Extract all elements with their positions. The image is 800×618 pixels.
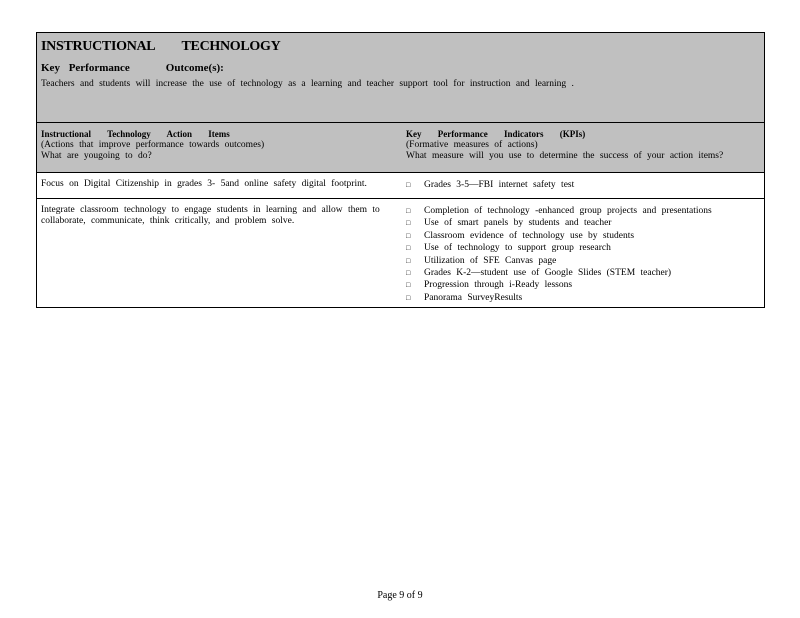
- column-header-row: [37, 123, 764, 173]
- checkbox-bullet-icon: □: [406, 181, 411, 189]
- kpo-label-left: Key Performance: [41, 62, 130, 74]
- list-item: [406, 292, 764, 304]
- checkbox-bullet-icon: □: [406, 293, 411, 302]
- kpi-list: [406, 179, 764, 191]
- list-item: [406, 279, 764, 291]
- checkbox-bullet-icon: □: [406, 207, 411, 215]
- kpi-text: Panorama SurveyResults: [424, 292, 523, 303]
- list-item: [406, 255, 764, 267]
- action-items-subheading: (Actions that improve performance towards outcomes): [41, 140, 265, 150]
- checkbox-bullet-icon: □: [406, 244, 411, 253]
- kpi-text: Completion of technology -enhanced group projects and presentations: [424, 206, 712, 216]
- kpi-question: What measure will you use to determine the success of your action items?: [406, 151, 724, 161]
- kpo-label-right: Outcome(s):: [165, 62, 224, 74]
- list-item: [406, 242, 764, 254]
- section-title: INSTRUCTIONAL TECHNOLOGY: [41, 39, 281, 54]
- kpi-text: Use of smart panels by students and teacher: [424, 218, 612, 229]
- kpi-subheading: (Formative measures of actions): [406, 140, 538, 150]
- kpi-text: Utilization of SFE Canvas page: [424, 255, 557, 266]
- kpi-heading: Key Performance Indicators (KPIs): [406, 129, 586, 139]
- kpi-column-header: [402, 129, 764, 172]
- kpi-cell: [402, 179, 764, 198]
- kpi-text: Progression through i-Ready lessons: [424, 280, 573, 291]
- action-items-heading: Instructional Technology Action Items: [41, 129, 230, 139]
- checkbox-bullet-icon: □: [406, 281, 411, 290]
- action-item-cell: Focus on Digital Citizenship in grades 3- 5and online safety digital footprint.: [41, 179, 367, 189]
- checkbox-bullet-icon: □: [406, 231, 411, 240]
- kpi-text: Grades K-2—student use of Google Slides (STEM teacher): [424, 268, 672, 279]
- key-performance-outcome-label: [41, 61, 760, 75]
- page-number: Page 9 of 9: [377, 590, 423, 601]
- action-items-column-header: [37, 129, 402, 172]
- checkbox-bullet-icon: □: [406, 219, 411, 228]
- kpi-text: Grades 3-5—FBI internet safety test: [424, 180, 575, 190]
- list-item: [406, 205, 764, 217]
- list-item: [406, 230, 764, 242]
- kpi-text: Use of technology to support group research: [424, 243, 611, 254]
- section-header: [37, 33, 764, 123]
- action-item-cell: Integrate classroom technology to engage students in learning and allow them to collaborate, communicate, think critically, and problem solve.: [41, 205, 380, 226]
- kpi-list: [406, 205, 764, 304]
- checkbox-bullet-icon: □: [406, 256, 411, 265]
- action-plan-table: [36, 32, 765, 308]
- checkbox-bullet-icon: □: [406, 269, 411, 278]
- kpi-text: Classroom evidence of technology use by students: [424, 230, 635, 241]
- action-items-question: What are yougoing to do?: [41, 151, 152, 161]
- kpi-cell: [402, 205, 764, 304]
- list-item: [406, 267, 764, 279]
- table-row: [37, 173, 764, 199]
- outcome-statement: Teachers and students will increase the use of technology as a learning and teacher support tool for instruction and learning .: [41, 79, 574, 89]
- table-row: [37, 199, 764, 308]
- list-item: [406, 217, 764, 229]
- list-item: [406, 179, 764, 191]
